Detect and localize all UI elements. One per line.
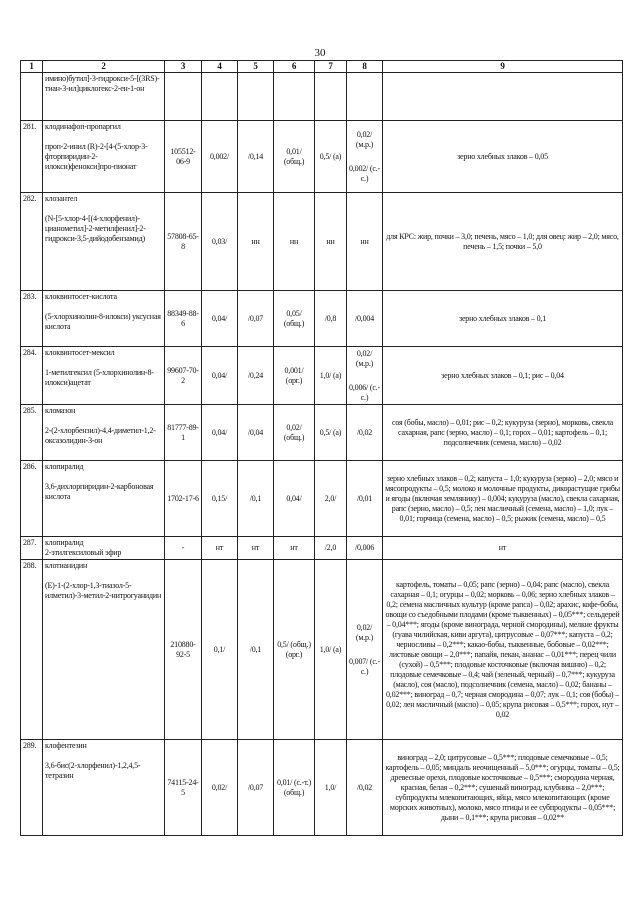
residue-limits-note: зерно хлебных злаков – 0,05 bbox=[383, 121, 623, 193]
col8-value: нн bbox=[360, 236, 369, 246]
value-col7: 1,0/ bbox=[315, 740, 347, 836]
value-col8 bbox=[347, 405, 383, 461]
table-row bbox=[21, 740, 623, 836]
chemical-formula-name: (5-хлорхинолин-8-илокси) уксусная кислота bbox=[45, 312, 161, 332]
residue-limits-note: для КРС: жир, почки – 3,0; печень, мясо – 1,0; для овец: жир – 2,0; мясо, печень – 1,5; почки – 5,0 bbox=[383, 193, 623, 291]
chemical-formula-name: проп-2-инил (R)-2-[4-(5-хлор-3-фторпиридин-2-илокси)фенокси]про-пионат bbox=[45, 142, 148, 172]
chemical-formula-name: 3,6-дихлорпиридин-2-карбоновая кислота bbox=[45, 482, 154, 502]
value-col6: 0,01/ (общ.) bbox=[274, 121, 315, 193]
value-col5: /0,07 bbox=[238, 291, 274, 347]
value-col6: 0,001/ (орг.) bbox=[274, 347, 315, 405]
row-number: 287. bbox=[21, 537, 43, 560]
continuation-row bbox=[21, 73, 623, 121]
column-header: 8 bbox=[347, 61, 383, 73]
chemical-formula-name: (N-[5-хлор-4-[(4-хлорфенил)-цианометил]-2-метилфенил]-2-гидрокси-3,5-дийодобензамид) bbox=[45, 214, 146, 244]
row-number: 285. bbox=[21, 405, 43, 461]
row-number: 286. bbox=[21, 461, 43, 537]
value-col5: нт bbox=[238, 537, 274, 560]
cas-number: 210880-92-5 bbox=[165, 560, 202, 740]
name-spacer bbox=[45, 204, 162, 214]
value-col7: 2,0/ bbox=[315, 461, 347, 537]
row-number: 282. bbox=[21, 193, 43, 291]
value-col7: 1,0/ (а) bbox=[315, 347, 347, 405]
name-spacer bbox=[45, 751, 162, 761]
row-number: 283. bbox=[21, 291, 43, 347]
value-col5: /0,1 bbox=[238, 461, 274, 537]
chemical-formula-name: 2-этилгексиловый эфир bbox=[45, 548, 122, 558]
value-col5: /0,04 bbox=[238, 405, 274, 461]
column-header: 4 bbox=[202, 61, 238, 73]
column-header: 1 bbox=[21, 61, 43, 73]
column-header: 3 bbox=[165, 61, 202, 73]
value-col8 bbox=[347, 461, 383, 537]
value-col4: 0,15/ bbox=[202, 461, 238, 537]
value-col8 bbox=[347, 740, 383, 836]
name-spacer bbox=[45, 571, 162, 581]
value-col5: /0,07 bbox=[238, 740, 274, 836]
row-number: 284. bbox=[21, 347, 43, 405]
col8-value: /0,02 bbox=[356, 782, 373, 792]
value-col6: 0,02/ (общ.) bbox=[274, 405, 315, 461]
value-col4: 0,02/ bbox=[202, 740, 238, 836]
chemical-name: клопиралид bbox=[45, 538, 84, 548]
name-spacer bbox=[45, 416, 162, 426]
name-spacer bbox=[45, 302, 162, 312]
column-header: 2 bbox=[43, 61, 165, 73]
chemical-name-cell bbox=[43, 405, 165, 461]
cas-number: 99607-70-2 bbox=[165, 347, 202, 405]
chemical-formula-name: 2-(2-хлорбензил)-4,4-диметил-1,2-оксазолидин-3-он bbox=[45, 426, 156, 446]
chemical-name-cell bbox=[43, 537, 165, 560]
column-header: 7 bbox=[315, 61, 347, 73]
value-col7: /2,0 bbox=[315, 537, 347, 560]
col8-value: /0,006 bbox=[354, 543, 375, 553]
column-header: 6 bbox=[274, 61, 315, 73]
value-col8 bbox=[347, 347, 383, 405]
chemical-name: клоквинтосет-мексил bbox=[45, 348, 115, 358]
row-number: 288. bbox=[21, 560, 43, 740]
value-col6: нт bbox=[274, 537, 315, 560]
residue-limits-note: виноград – 2,0; цитрусовые – 0,5***; плодовые семечковые – 0,5; картофель – 0,05; миндаль неочищенный – 5,0***; огурцы, томаты – 0,5; древесные орехи, плодовые косточковые – 0,5***; смородина черная, красная, белая – 0,2***; сушеный виноград, клубника – 2,0***; субпродукты млекопитающих, яйца, мясо млекопитающих (кроме морских животных), молоко, мясо птицы и ее субпродукты – 0,05***; дыни – 0,1***; крупа рисовая – 0,02** bbox=[383, 740, 623, 836]
value-col7: 0,5/ (а) bbox=[315, 121, 347, 193]
value-col6: 0,05/ (общ.) bbox=[274, 291, 315, 347]
name-spacer bbox=[45, 358, 162, 368]
value-col7: нн bbox=[315, 193, 347, 291]
value-col6: 0,04/ bbox=[274, 461, 315, 537]
column-header: 5 bbox=[238, 61, 274, 73]
name-spacer bbox=[45, 132, 162, 142]
value-col8 bbox=[347, 560, 383, 740]
chemical-name-cell bbox=[43, 193, 165, 291]
table-row bbox=[21, 560, 623, 740]
value-col6: нн bbox=[274, 193, 315, 291]
chemical-name-cell bbox=[43, 560, 165, 740]
value-col6: 0,5/ (общ.) (орг.) bbox=[274, 560, 315, 740]
chemical-name-cell bbox=[43, 121, 165, 193]
value-col4: нт bbox=[202, 537, 238, 560]
page-number: 30 bbox=[314, 47, 326, 59]
value-col4: 0,04/ bbox=[202, 291, 238, 347]
chemical-name-cell bbox=[43, 347, 165, 405]
table-row bbox=[21, 347, 623, 405]
value-col4: 0,04/ bbox=[202, 405, 238, 461]
residue-limits-note: зерно хлебных злаков – 0,1 bbox=[383, 291, 623, 347]
chemical-name-cell bbox=[43, 291, 165, 347]
value-col4: 0,03/ bbox=[202, 193, 238, 291]
chemical-name: клозантел bbox=[45, 194, 78, 204]
table-row bbox=[21, 193, 623, 291]
chemical-name-cell bbox=[43, 740, 165, 836]
value-col8 bbox=[347, 537, 383, 560]
table-row bbox=[21, 121, 623, 193]
col8-value: 0,002/ (с.-с.) bbox=[349, 163, 380, 183]
value-col5: /0,24 bbox=[238, 347, 274, 405]
cas-number: 81777-89-1 bbox=[165, 405, 202, 461]
col8-value: /0,01 bbox=[356, 493, 373, 503]
col8-value: 0,007/ (с.-с.) bbox=[349, 656, 380, 676]
value-col5: /0,14 bbox=[238, 121, 274, 193]
table-row bbox=[21, 537, 623, 560]
col8-value: 0,02/ (м.р.) bbox=[355, 348, 374, 368]
col8-value: /0,02 bbox=[356, 427, 373, 437]
value-col4: 0,1/ bbox=[202, 560, 238, 740]
chemical-formula-name: 3,6-бис(2-хлорфенил)-1,2,4,5-тетразин bbox=[45, 761, 141, 781]
value-col7: 1,0/ (а) bbox=[315, 560, 347, 740]
column-header-row bbox=[21, 61, 623, 73]
table-row bbox=[21, 405, 623, 461]
col8-value: /0,004 bbox=[354, 313, 375, 323]
row-number: 281. bbox=[21, 121, 43, 193]
col8-value: 0,02/ (м.р.) bbox=[355, 129, 374, 149]
cas-number: 57808-65-8 bbox=[165, 193, 202, 291]
cas-number: 74115-24-5 bbox=[165, 740, 202, 836]
col8-value: 0,006/ (с.-с.) bbox=[349, 382, 380, 402]
value-col5: нн bbox=[238, 193, 274, 291]
chemical-name: кломазон bbox=[45, 406, 76, 416]
table-row bbox=[21, 461, 623, 537]
residue-limits-note: соя (бобы, масло) – 0,01; рис – 0,2; кукуруза (зерно), морковь, свекла сахарная, рапс (зерно, масло) – 0,1; горох – 0,01; картофель – 0,1; подсолнечник (семена, масло) – 0,02 bbox=[383, 405, 623, 461]
value-col4: 0,002/ bbox=[202, 121, 238, 193]
cas-number: 88349-88-6 bbox=[165, 291, 202, 347]
chemical-name-continuation: имино)бутил]-3-гидрокси-5-[(3RS)-тиан-3-ил]циклогекс-2-ен-1-он bbox=[43, 73, 165, 121]
table-row bbox=[21, 291, 623, 347]
chemical-name: клодинафоп-пропаргил bbox=[45, 122, 121, 132]
value-col7: 0,5/ (а) bbox=[315, 405, 347, 461]
residue-limits-note: зерно хлебных злаков – 0,2; капуста – 1,0; кукуруза (зерно) – 2,0; мясо и мясопродукты – 0,5; молоко и молочные продукты, дикорастущие грибы и ягоды (включая землянику) – 0,004; кукуруза (масло), свекла сахарная, рапс (зерно, масло) – 0,5; лен масличный (семена, масло) – 1,0; лук – 0,01; горчица (семена, масло) – 0,5; рыжик (семена, масло) – 0,5 bbox=[383, 461, 623, 537]
cas-number: - bbox=[165, 537, 202, 560]
cas-number: 1702-17-6 bbox=[165, 461, 202, 537]
pesticide-table bbox=[20, 60, 623, 836]
value-col8 bbox=[347, 193, 383, 291]
cas-number: 105512-06-9 bbox=[165, 121, 202, 193]
name-spacer bbox=[45, 472, 162, 482]
value-col6: 0,01/ (с.-т.) (общ.) bbox=[274, 740, 315, 836]
value-col8 bbox=[347, 121, 383, 193]
value-col5: /0,1 bbox=[238, 560, 274, 740]
chemical-name: клоквинтосет-кислота bbox=[45, 292, 117, 302]
value-col8 bbox=[347, 291, 383, 347]
chemical-formula-name: (E)-1-(2-хлор-1,3-тиазол-5-илметил)-3-метил-2-нитрогуанидин bbox=[45, 581, 162, 601]
value-col4: 0,04/ bbox=[202, 347, 238, 405]
chemical-formula-name: 1-метилгексил (5-хлорхинолин-8-илокси)ацетат bbox=[45, 368, 154, 388]
col8-value: 0,02/ (м.р.) bbox=[355, 622, 374, 642]
chemical-name: клопиралид bbox=[45, 462, 84, 472]
chemical-name: клофентезин bbox=[45, 741, 87, 751]
residue-limits-note: картофель, томаты – 0,05; рапс (зерно) – 0,04; рапс (масло), свекла сахарная – 0,1; огурцы – 0,02; морковь – 0,06; зерно хлебных злаков – 0,2; семена масличных культур (кроме рапса) – 0,02; арахис, кофе-бобы, овощи со съедобными плодами (кроме тыквенных) – 0,05***; сельдерей – 0,04***; ягоды (кроме винограда, черной смородины), мелкие фрукты (гуава чилийская, киви аргута), цитрусовые – 0,07***; капуста – 0,2; черносливы – 0,2***; какао-бобы, тыквенные, бобовые – 0,02***; листовые овощи – 2,0***; папайя, пекан, ананас – 0,01***; перец чили (сухой) – 0,5***; плодовые косточковые (включая вишню) – 0,2; плодовые семечковые – 0,4; чай (зеленый, черный) – 0,7***; кукуруза (масло), соя (масло), подсолнечник (семена, масло) – 0,02; бананы – 0,02***; виноград – 0,7; черная смородина – 0,07; лук – 0,1; соя (бобы) – 0,02; лен масличный (масло) – 0,05; крупа рисовая – 0,5***; горох, нут – 0,02 bbox=[383, 560, 623, 740]
row-number: 289. bbox=[21, 740, 43, 836]
chemical-name: клотианидин bbox=[45, 561, 88, 571]
residue-limits-note: нт bbox=[383, 537, 623, 560]
residue-limits-note: зерно хлебных злаков – 0,1; рис – 0,04 bbox=[383, 347, 623, 405]
value-col7: /0,8 bbox=[315, 291, 347, 347]
column-header: 9 bbox=[383, 61, 623, 73]
chemical-name-cell bbox=[43, 461, 165, 537]
